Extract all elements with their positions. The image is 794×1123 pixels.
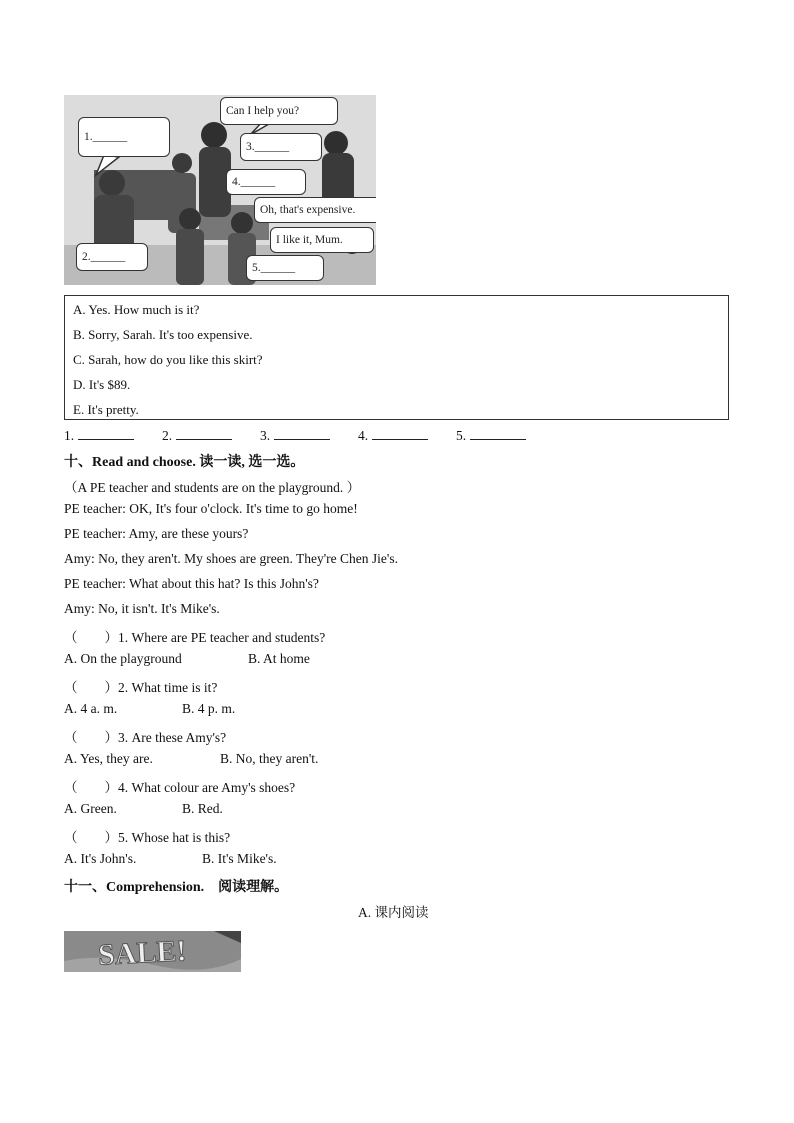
question-1[interactable]: （ ）1. Where are PE teacher and students? <box>64 630 326 645</box>
section-11-heading: 十一、Comprehension. 阅读理解。 <box>64 880 289 895</box>
option-c: C. Sarah, how do you like this skirt? <box>73 352 263 367</box>
question-4[interactable]: （ ）4. What colour are Amy's shoes? <box>64 780 296 795</box>
option-e: E. It's pretty. <box>73 402 139 417</box>
question-4-option-a: A. Green. <box>64 801 117 816</box>
dialogue-line: PE teacher: What about this hat? Is this John's? <box>64 576 319 591</box>
answer-label: 2. <box>162 428 173 443</box>
dialogue-line: PE teacher: Amy, are these yours? <box>64 526 249 541</box>
answer-line[interactable] <box>78 427 134 440</box>
question-3-option-b: B. No, they aren't. <box>220 751 319 766</box>
answer-blank-3[interactable] <box>260 427 330 444</box>
option-d: D. It's $89. <box>73 377 131 392</box>
dialogue-line: PE teacher: OK, It's four o'clock. It's time to go home! <box>64 501 358 516</box>
question-3-option-a: A. Yes, they are. <box>64 751 153 766</box>
answer-line[interactable] <box>176 427 232 440</box>
section-10-heading: 十、Read and choose. 读一读, 选一选。 <box>64 455 305 470</box>
bubble-blank-2 <box>76 243 148 271</box>
answer-blank-5[interactable] <box>456 427 526 444</box>
option-a: A. Yes. How much is it? <box>73 302 200 317</box>
option-b: B. Sorry, Sarah. It's too expensive. <box>73 327 253 342</box>
sale-banner-image <box>64 931 241 972</box>
question-5-option-b: B. It's Mike's. <box>202 851 277 866</box>
question-4-option-b: B. Red. <box>182 801 223 816</box>
shopping-comic-image <box>64 95 376 285</box>
bubble-blank-1 <box>78 117 170 157</box>
bubble-blank-4 <box>226 169 306 195</box>
bubble-text: 5.______ <box>252 262 296 274</box>
bubble-text: 4.______ <box>232 176 276 188</box>
options-box <box>64 295 729 420</box>
bubble-blank-3 <box>240 133 322 161</box>
bubble-text: 2.______ <box>82 251 126 263</box>
bubble-text: Can I help you? <box>226 105 300 117</box>
answer-label: 3. <box>260 428 271 443</box>
bubble-like-it <box>270 227 374 253</box>
bubble-text: 3.______ <box>246 141 290 153</box>
bubble-expensive <box>254 197 376 223</box>
sale-text: SALE! <box>97 934 188 972</box>
dialogue-line: Amy: No, they aren't. My shoes are green. They're Chen Jie's. <box>64 551 398 566</box>
dialogue-line: Amy: No, it isn't. It's Mike's. <box>64 601 220 616</box>
question-2-option-a: A. 4 a. m. <box>64 701 118 716</box>
answer-line[interactable] <box>274 427 330 440</box>
question-1-option-a: A. On the playground <box>64 651 182 666</box>
question-5[interactable]: （ ）5. Whose hat is this? <box>64 830 231 845</box>
answer-blank-4[interactable] <box>358 427 428 444</box>
question-1-option-b: B. At home <box>248 651 310 666</box>
answer-blank-2[interactable] <box>162 427 232 444</box>
bubble-text: Oh, that's expensive. <box>260 204 356 216</box>
section-10-context: （A PE teacher and students are on the playground. ） <box>64 480 361 495</box>
answer-line[interactable] <box>372 427 428 440</box>
answer-label: 5. <box>456 428 467 443</box>
question-2-option-b: B. 4 p. m. <box>182 701 236 716</box>
bubble-blank-5 <box>246 255 324 281</box>
answer-label: 4. <box>358 428 369 443</box>
question-3[interactable]: （ ）3. Are these Amy's? <box>64 730 227 745</box>
answer-label: 1. <box>64 428 75 443</box>
question-5-option-a: A. It's John's. <box>64 851 137 866</box>
section-11-subheading: A. 课内阅读 <box>358 905 429 920</box>
answer-line[interactable] <box>470 427 526 440</box>
bubble-can-i-help-you <box>220 97 338 125</box>
sale-banner-graphic <box>64 931 241 972</box>
bubble-text: I like it, Mum. <box>276 234 343 246</box>
question-2[interactable]: （ ）2. What time is it? <box>64 680 218 695</box>
answer-blank-1[interactable] <box>64 427 134 444</box>
bubble-text: 1.______ <box>84 131 128 143</box>
